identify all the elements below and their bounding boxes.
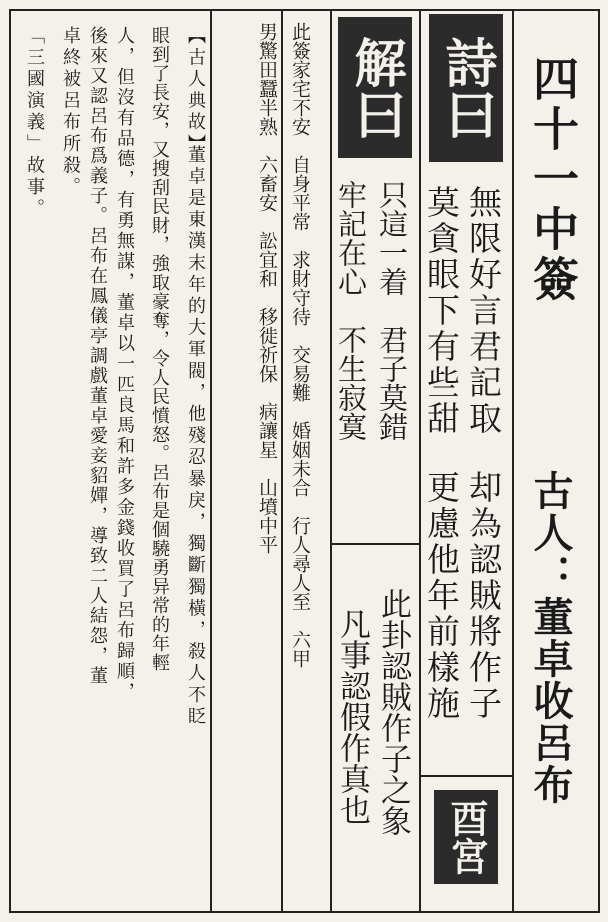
- slip-title: 四十一中簽: [526, 55, 580, 305]
- divider-title: [512, 9, 514, 913]
- poem-label: 詩曰: [429, 14, 503, 162]
- palace-label: 酉宮: [434, 790, 498, 884]
- divination-line-2: 凡事認假作真也: [334, 608, 370, 825]
- poem-line-3: 莫貪眼下有些甜: [422, 185, 461, 437]
- story-heading: 【古人典故】: [185, 26, 206, 156]
- poem-line-1: 無限好言君記取: [464, 185, 503, 437]
- divider-palace: [419, 775, 513, 777]
- divider-details: [281, 9, 283, 913]
- divination-line-1: 此卦認賊作子之象: [375, 588, 411, 836]
- story-col-4: 後來又認呂布爲義子。呂布在鳳儀亭調戲董卓愛妾貂嬋，導致二人結怨，董: [87, 26, 108, 686]
- ancient-figure-subtitle: 古人：董卓收呂布: [527, 470, 573, 806]
- interpretation-line-1: 只這一着 君子莫錯: [375, 180, 409, 441]
- jie-detail-col-2: 男驚田蠶半熟 六畜安 訟宜和 移徙祈保 病讓星 山墳中平: [256, 22, 278, 554]
- story-col-5: 卓終被呂布所殺。: [60, 26, 81, 199]
- divider-interpretation: [330, 543, 420, 545]
- story-col-1: 董卓是東漢末年的大軍閥，他殘忍暴戾，獨斷獨橫，殺人不眨: [185, 145, 206, 729]
- poem-line-4: 更慮他年前樣施: [422, 470, 461, 722]
- divider-poem: [419, 9, 421, 913]
- jie-detail-col-1: 此簽家宅不安 自身平常 求財守待 交易難 婚姻未合 行人尋人至 六甲: [289, 22, 311, 668]
- divider-jie: [330, 9, 332, 913]
- divider-story: [210, 9, 212, 913]
- interpretation-line-2: 牢記在心 不生寂寞: [334, 180, 368, 441]
- story-col-6: 「三國演義」故事。: [24, 26, 45, 221]
- story-col-3: 人，但沒有品德，有勇無謀，董卓以一匹良馬和許多金錢收買了呂布歸順，: [114, 26, 135, 703]
- poem-line-2: 却為認賊將作子: [464, 470, 503, 722]
- story-col-2: 眼到了長安，又搜刮民財，強取豪奪，令人民憤怒。呂布是個驍勇异常的年輕: [149, 26, 170, 672]
- interpretation-label: 解曰: [338, 17, 412, 158]
